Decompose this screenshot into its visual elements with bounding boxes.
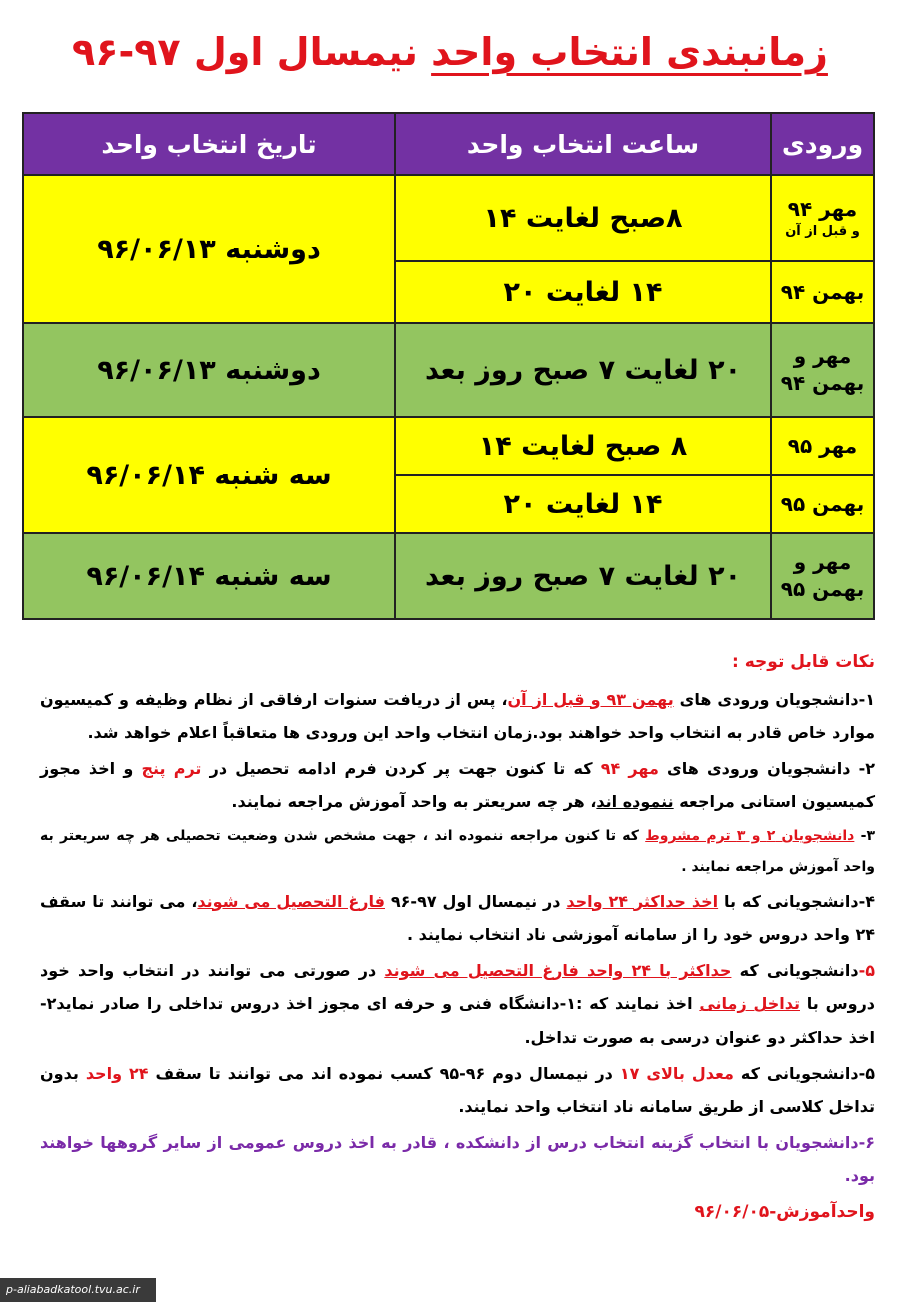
date-cell: سه شنبه ۹۶/۰۶/۱۴	[23, 533, 395, 619]
note-6	[40, 1057, 875, 1124]
note-highlight: تداخل زمانی	[699, 994, 800, 1014]
entry-label: مهر و	[793, 550, 852, 574]
date-cell: دوشنبه ۹۶/۰۶/۱۳	[23, 323, 395, 417]
entry-label: مهر و	[793, 344, 852, 368]
note-highlight: فارغ التحصیل می شوند	[197, 891, 385, 911]
note-1	[40, 683, 875, 750]
note-text: که تا کنون مراجعه ننموده اند ، جهت مشخص شدن وضعیت تحصیلی هر چه سریعتر به واحد آموزش مراجعه نمایند .	[40, 828, 875, 875]
entry-label-line2: بهمن ۹۴	[780, 371, 865, 395]
notes-heading: نکات قابل توجه :	[732, 652, 875, 672]
time-cell: ۱۴ لغایت ۲۰	[395, 475, 771, 533]
table-row	[23, 533, 874, 619]
note-highlight: بهمن ۹۳ و قبل از آن	[507, 689, 674, 709]
note-text: در نیمسال اول ۹۷-۹۶	[384, 891, 567, 911]
header-entry: ورودی	[771, 113, 874, 175]
note-text: ، هر چه سریعتر به واحد آموزش مراجعه نمایند.	[231, 792, 597, 812]
table-header-row	[23, 113, 874, 175]
note-text: در صورتی می توانند در انتخاب واحد خود دروس با	[40, 960, 876, 1014]
table-row	[23, 175, 874, 261]
note-text: که تا کنون جهت پر کردن فرم ادامه تحصیل در	[201, 758, 601, 778]
page-title	[0, 30, 900, 74]
note-text: ۴-دانشجویانی که با	[718, 891, 876, 911]
note-text: ۳-	[854, 828, 876, 845]
time-cell: ۲۰ لغایت ۷ صبح روز بعد	[395, 533, 771, 619]
entry-cell	[771, 175, 874, 261]
entry-cell: مهر ۹۵	[771, 417, 874, 475]
note-text: ۲- دانشجویان ورودی های	[658, 758, 876, 778]
schedule-table	[22, 112, 875, 620]
table-row	[23, 417, 874, 475]
entry-sub-label: و قبل از آن	[785, 223, 860, 239]
time-cell: ۸صبح لغایت ۱۴	[395, 175, 771, 261]
note-highlight: ۲۴ واحد	[85, 1063, 149, 1083]
entry-cell	[771, 533, 874, 619]
note-2	[40, 752, 875, 819]
note-3	[40, 821, 875, 883]
table-row	[23, 323, 874, 417]
note-number: ۵-	[858, 960, 876, 980]
entry-label: مهر ۹۴	[787, 196, 858, 221]
header-time: ساعت انتخاب واحد	[395, 113, 771, 175]
entry-label-line2: بهمن ۹۵	[780, 577, 865, 601]
entry-cell: بهمن ۹۴	[771, 261, 874, 323]
note-text: ۵-دانشجویانی که	[733, 1063, 876, 1083]
note-highlight: دانشجویان ۲ و ۳ ترم مشروط	[645, 828, 855, 845]
note-highlight: مهر ۹۴	[600, 758, 659, 778]
date-cell: دوشنبه ۹۶/۰۶/۱۳	[23, 175, 395, 323]
note-7: ۶-دانشجویان با انتخاب گزینه انتخاب درس از دانشکده ، قادر به اخذ دروس عمومی از سایر گروهها خواهند بود.	[40, 1132, 875, 1186]
entry-cell: بهمن ۹۵	[771, 475, 874, 533]
note-text: ، می توانند تا سقف ۲۴ واحد دروس خود را از سامانه آموزشی ناد انتخاب نمایند .	[40, 891, 875, 945]
note-highlight: اخذ حداکثر ۲۴ واحد	[566, 891, 719, 911]
note-text: ، پس از دریافت سنوات ارفاقی از نظام وظیفه و کمیسیون موارد خاص قادر به انتخاب واحد خواهند بود.زمان انتخاب واحد این ورودی ها متعاقباً اعلام خواهد شد.	[40, 689, 875, 743]
header-date: تاریخ انتخاب واحد	[23, 113, 395, 175]
note-5	[40, 954, 875, 1055]
note-highlight: معدل بالای ۱۷	[619, 1063, 734, 1083]
entry-cell	[771, 323, 874, 417]
note-4	[40, 885, 875, 952]
time-cell: ۸ صبح لغایت ۱۴	[395, 417, 771, 475]
title-term: نیمسال اول ۹۷-۹۶	[72, 30, 418, 74]
note-highlight: ترم پنج	[141, 758, 202, 778]
note-text: و اخذ مجوز کمیسیون استانی مراجعه	[40, 758, 875, 812]
note-highlight: حداکثر با ۲۴ واحد فارغ التحصیل می شوند	[384, 960, 732, 980]
notes-section	[40, 645, 875, 1233]
note-text: ۱-دانشجویان ورودی های	[673, 689, 875, 709]
note-underline: ننموده اند	[596, 792, 674, 812]
time-cell: ۱۴ لغایت ۲۰	[395, 261, 771, 323]
time-cell: ۲۰ لغایت ۷ صبح روز بعد	[395, 323, 771, 417]
note-text: اخذ نمایند که :۱-دانشگاه فنی و حرفه ای مجوز اخذ دروس تداخلی را صادر نماید۲-اخذ حداکثر دو عنوان درسی به صورت تداخل.	[40, 994, 875, 1048]
title-main: زمانبندی انتخاب واحد	[431, 30, 828, 74]
note-text: بدون تداخل کلاسی از طریق سامانه ناد انتخاب واحد نمایند.	[40, 1063, 875, 1117]
date-cell: سه شنبه ۹۶/۰۶/۱۴	[23, 417, 395, 533]
note-text: دانشجویانی که	[731, 960, 859, 980]
site-url-footer[interactable]: p-aliabadkatool.tvu.ac.ir	[0, 1278, 156, 1302]
note-text: در نیمسال دوم ۹۶-۹۵ کسب نموده اند می توانند تا سقف	[148, 1063, 620, 1083]
signature: واحدآموزش-۹۶/۰۶/۰۵	[694, 1202, 875, 1222]
